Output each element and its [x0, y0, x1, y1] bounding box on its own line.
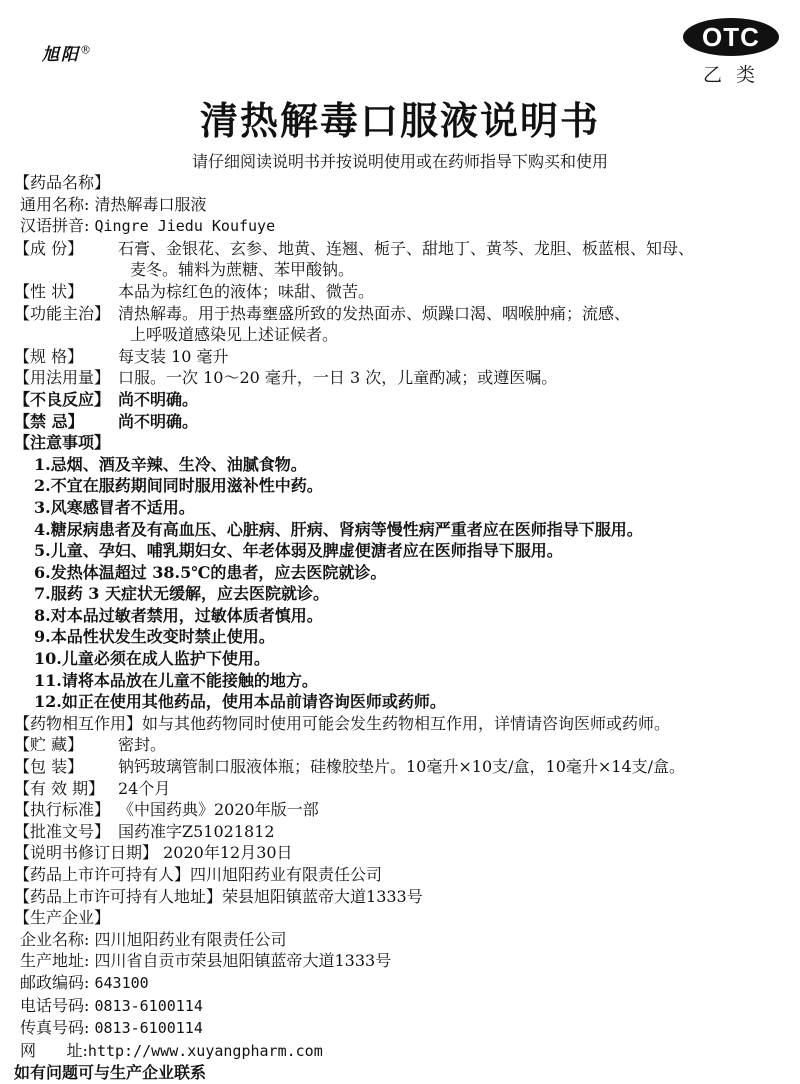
generic-name-row	[14, 194, 790, 216]
maker-name-row	[14, 929, 790, 951]
properties-text: 本品为棕红色的液体；味甜、微苦。	[118, 281, 375, 301]
section-label: 【批准文号】	[14, 821, 111, 841]
storage-row	[14, 734, 790, 756]
section-label: 【成 份】	[14, 238, 84, 258]
field-label: 汉语拼音:	[20, 216, 90, 236]
maker-address-row	[14, 950, 790, 972]
phone: 0813-6100114	[94, 996, 203, 1015]
leaflet-body	[14, 172, 790, 1084]
note-item: 9.本品性状发生改变时禁止使用。	[34, 627, 275, 647]
footer-note: 如有问题可与生产企业联系	[14, 1063, 207, 1083]
website-row	[14, 1040, 790, 1063]
ingredients-row	[14, 238, 790, 260]
note-item: 10.儿童必须在成人监护下使用。	[34, 649, 270, 669]
note-item: 1.忌烟、酒及辛辣、生冷、油腻食物。	[34, 454, 307, 474]
note-item: 2.不宜在服药期间同时服用滋补性中药。	[34, 476, 323, 496]
postcode-row	[14, 972, 790, 995]
pinyin-row	[14, 215, 790, 238]
field-label: 电话号码:	[20, 995, 90, 1015]
maker-address: 四川省自贡市荣县旭阳镇蓝帝大道1333号	[94, 951, 392, 971]
generic-name: 清热解毒口服液	[94, 194, 207, 214]
field-label: 传真号码:	[20, 1018, 90, 1038]
brand-name: 旭阳	[42, 45, 80, 65]
otc-badge: OTC	[683, 18, 779, 56]
holder-address-row	[14, 886, 790, 908]
interaction-text: 如与其他药物同时使用可能会发生药物相互作用，详情请咨询医师或药师。	[142, 713, 671, 733]
usage-row	[14, 367, 790, 389]
section-label: 【药物相互作用】	[14, 713, 143, 733]
section-label: 【药品名称】	[14, 173, 111, 192]
storage-text: 密封。	[118, 735, 167, 755]
page-title: 清热解毒口服液说明书	[199, 99, 600, 143]
ingredients-continued: 麦冬。辅料为蔗糖、苯甲酸钠。	[130, 260, 355, 280]
validity-text: 24个月	[118, 778, 171, 798]
holder-row	[14, 864, 790, 886]
field-label: 通用名称:	[20, 194, 90, 214]
section-label: 【有 效 期】	[14, 778, 105, 798]
registered-mark: ®	[80, 43, 93, 57]
validity-row	[14, 778, 790, 800]
field-label: 邮政编码:	[20, 972, 90, 992]
section-label: 【生产企业】	[14, 908, 111, 928]
indications-text: 清热解毒。用于热毒壅盛所致的发热面赤、烦躁口渴、咽喉肿痛；流感、	[118, 303, 631, 323]
note-item: 4.糖尿病患者及有高血压、心脏病、肝病、肾病等慢性病严重者应在医师指导下服用。	[34, 519, 643, 539]
section-label: 【注意事项】	[14, 433, 111, 453]
section-label: 【性 状】	[14, 281, 84, 301]
section-name	[14, 172, 790, 194]
indications-row	[14, 303, 790, 325]
section-label: 【药品上市许可持有人】	[14, 865, 191, 884]
standard-text: 《中国药典》2020年版一部	[118, 800, 319, 820]
phone-row	[14, 995, 790, 1018]
interaction-row	[14, 713, 790, 735]
field-label: 企业名称:	[20, 929, 90, 949]
package-row	[14, 756, 790, 778]
fax-row	[14, 1017, 790, 1040]
revision-text: 2020年12月30日	[163, 843, 293, 863]
revision-row	[14, 842, 790, 864]
note-item: 7.服药 3 天症状无缓解，应去医院就诊。	[34, 584, 329, 604]
section-label: 【规 格】	[14, 346, 84, 366]
section-label: 【包 装】	[14, 757, 84, 777]
package-text: 钠钙玻璃管制口服液体瓶；硅橡胶垫片。10毫升×10支/盒，10毫升×14支/盒。	[118, 757, 686, 777]
properties-row	[14, 281, 790, 303]
section-label: 【药品上市许可持有人地址】	[14, 886, 223, 906]
contra-text: 尚不明确。	[118, 411, 199, 431]
spec-row	[14, 346, 790, 368]
approval-row	[14, 821, 790, 843]
section-label: 【说明书修订日期】	[14, 843, 159, 863]
holder-text: 四川旭阳药业有限责任公司	[190, 865, 383, 884]
note-item: 12.如正在使用其他药品，使用本品前请咨询医师或药师。	[34, 692, 446, 712]
note-item: 6.发热体温超过 38.5℃的患者，应去医院就诊。	[34, 562, 387, 582]
field-label: 生产地址:	[20, 951, 90, 971]
section-label: 【禁 忌】	[14, 411, 84, 431]
postcode: 643100	[94, 973, 149, 992]
note-item: 5.儿童、孕妇、哺乳期妇女、年老体弱及脾虚便溏者应在医师指导下服用。	[34, 541, 563, 561]
approval-text: 国药准字Z51021812	[118, 821, 275, 841]
notes-heading	[14, 432, 790, 454]
maker-heading	[14, 907, 790, 929]
holder-address-text: 荣县旭阳镇蓝帝大道1333号	[222, 886, 423, 906]
fax: 0813-6100114	[94, 1019, 203, 1038]
ingredients-text: 石膏、金银花、玄参、地黄、连翘、栀子、甜地丁、黄芩、龙胆、板蓝根、知母、	[118, 238, 695, 258]
spec-text: 每支装 10 毫升	[118, 346, 229, 366]
pinyin: Qingre Jiedu Koufuye	[94, 217, 276, 236]
page-subtitle: 请仔细阅读说明书并按说明使用或在药师指导下购买和使用	[191, 152, 608, 171]
maker-name: 四川旭阳药业有限责任公司	[94, 929, 287, 949]
indications-continued: 上呼吸道感染见上述证候者。	[130, 325, 339, 345]
note-item: 3.风寒感冒者不适用。	[34, 497, 195, 517]
otc-class: 乙 类	[702, 64, 760, 86]
section-label: 【贮 藏】	[14, 735, 84, 755]
field-label: 网 址:	[20, 1040, 88, 1060]
adverse-text: 尚不明确。	[118, 389, 199, 409]
standard-row	[14, 799, 790, 821]
brand-logo	[42, 40, 93, 65]
section-label: 【不良反应】	[14, 389, 111, 409]
note-item: 8.对本品过敏者禁用，过敏体质者慎用。	[34, 605, 323, 625]
adverse-row	[14, 389, 790, 411]
section-label: 【执行标准】	[14, 800, 111, 820]
contra-row	[14, 411, 790, 433]
website: http://www.xuyangpharm.com	[87, 1041, 323, 1060]
section-label: 【功能主治】	[14, 303, 111, 323]
note-item: 11.请将本品放在儿童不能接触的地方。	[34, 670, 318, 690]
section-label: 【用法用量】	[14, 368, 111, 388]
usage-text: 口服。一次 10～20 毫升，一日 3 次，儿童酌减；或遵医嘱。	[118, 368, 558, 388]
